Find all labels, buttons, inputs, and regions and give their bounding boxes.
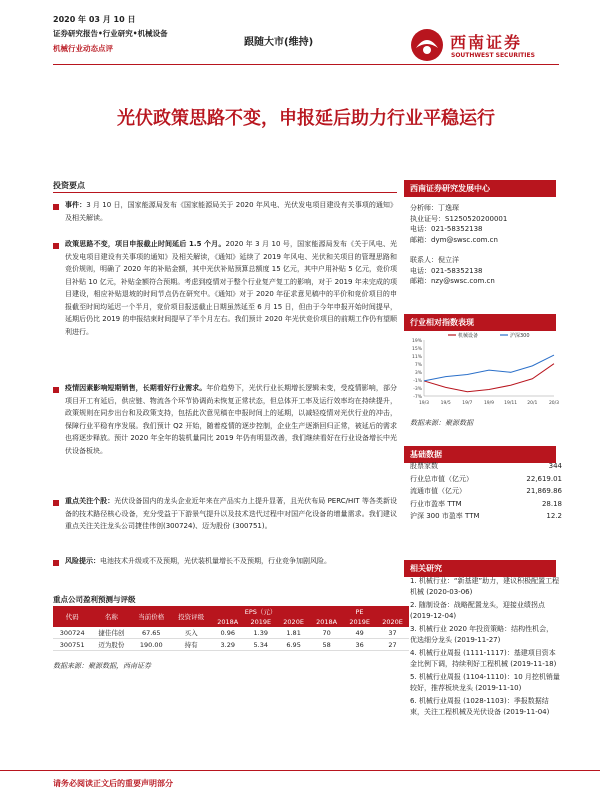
bullet-icon: [53, 243, 59, 249]
cell-eps: 3.29: [211, 639, 244, 651]
bullet-icon: [53, 387, 59, 393]
contact-name: 联系人：倪立洋: [410, 256, 459, 264]
cell-name: 捷佳伟创: [91, 627, 131, 639]
cell-pe: 36: [343, 639, 376, 651]
basic-table-wrap: [410, 460, 562, 523]
col-rating: 投资评级: [171, 606, 211, 627]
brand-logo: [410, 28, 444, 62]
cell-pe: 58: [310, 639, 343, 651]
related-item[interactable]: 5. 机械行业周报 (1104-1110)：10 月挖机销量较好，推荐板块龙头 (2019-11-10): [410, 673, 560, 692]
y-tick-label: -7%: [413, 395, 422, 400]
cell-pe: 70: [310, 627, 343, 639]
chart-heading: 行业相对指数表现: [404, 314, 556, 331]
x-tick-label: 19/5: [440, 401, 451, 406]
cell-pe: 37: [376, 627, 409, 639]
related-item[interactable]: 2. 随制设备：战略配置龙头，迎接业绩拐点 (2019-12-04): [410, 601, 545, 620]
cell-name: 迈为股份: [91, 639, 131, 651]
summary-paragraph-risk: [65, 555, 397, 568]
bullet-icon: [53, 560, 59, 566]
cell-pe: 49: [343, 627, 376, 639]
cell-price: 190.00: [131, 639, 171, 651]
legend-label: 机械设备: [458, 333, 479, 339]
contact-email[interactable]: 邮箱：nzy@swsc.com.cn: [410, 277, 495, 285]
x-tick-label: 20/1: [527, 401, 538, 406]
basic-value: 21,869.86: [526, 487, 562, 495]
paragraph-lead: 政策思路不变，项目申报截止时间延后 1.5 个月。: [65, 240, 226, 248]
x-tick-label: 19/3: [418, 401, 430, 406]
paragraph-lead: 事件：: [65, 201, 87, 209]
y-tick-label: 19%: [411, 339, 422, 344]
table-row: [53, 627, 409, 639]
cell-eps: 5.34: [244, 639, 277, 651]
summary-paragraph-event: [65, 199, 397, 224]
y-tick-label: 15%: [411, 347, 422, 352]
paragraph-body: 年价趋势下，光伏行业长期增长逻辑未变，受疫情影响，部分项目开工有延后，供应链、物流各个环节协调尚未恢复正常状态，但总体开工率及运行效率均在持续提升，政策规则在同步出台和及政策支持，包括此次意见稿在申报时间上的延期，以减轻疫情对光伏行业的冲击，保障行业平稳有序发展。我们预计 Q2 开始，随着疫情的逐步控制，企业生产逐渐回归正常，被延后的需求也将逐步释放。预计 2020 年全年的装机量同比 2019 年仍有明显改善，我们继续看好在行业设备增长中光伏设备板块。: [65, 384, 398, 455]
basic-value: 344: [548, 462, 562, 470]
analyst-email[interactable]: 邮箱：dym@swsc.com.cn: [410, 235, 498, 244]
basic-table: [410, 460, 562, 523]
summary-paragraph-stocks: [65, 495, 397, 533]
basic-key: 行业总市值（亿元）: [410, 474, 473, 483]
basic-key: 流通市值（亿元）: [410, 487, 466, 495]
cell-eps: 0.96: [211, 627, 244, 639]
basic-key: 沪深 300 市盈率 TTM: [410, 512, 480, 520]
basic-value: 12.2: [546, 512, 562, 520]
related-item[interactable]: 1. 机械行业：“新基建”助力，建议积极配置工程机械 (2020-03-06): [410, 577, 560, 596]
cell-rating: 持有: [171, 639, 211, 651]
col-year: 2018A: [310, 617, 343, 627]
basic-heading: 基础数据: [404, 446, 556, 463]
paragraph-body: 3 月 10 日，国家能源局发布《国家能源局关于 2020 年风电、光伏发电项目建设有关事项的通知》及相关解读。: [65, 201, 397, 222]
col-year: 2020E: [277, 617, 310, 627]
forecast-table: [53, 606, 409, 651]
y-tick-label: 7%: [414, 363, 422, 368]
related-heading: 相关研究: [404, 560, 556, 577]
paragraph-lead: 风险提示：: [65, 557, 100, 565]
report-category: 机械行业动态点评: [53, 44, 113, 53]
team-heading: 西南证券研究发展中心: [404, 180, 556, 197]
footer-divider: [0, 770, 600, 771]
col-eps: EPS（元）: [211, 606, 310, 617]
col-pe: PE: [310, 606, 409, 617]
y-tick-label: 3%: [414, 371, 422, 376]
basic-value: 22,619.01: [526, 474, 562, 483]
summary-paragraph-policy: [65, 238, 397, 338]
col-year: 2018A: [211, 617, 244, 627]
paragraph-body: 2020 年 3 月 10 号，国家能源局发布《关于风电、光伏发电项目建设有关事项的通知》及相关解读，《通知》延续了 2019 年风电、光伏和关项目的管理思路和竞价规则，明确了 2020 年的补贴金额，其中光伏补贴预算总额度 15 亿元，其中户用补贴 5 亿元，竞价项目补贴 10 亿元，补贴金额符合预期。考虑到疫情对于整个行业复产复工的影响，对于 2019 年未完成的项目建设，相应补贴退坡的时间节点仍在研究中。《通知》对于 2020 年征求意见稿中的平价和竞价项目的申报截至时间均延迟一个半月，竞价项目报送截止日期虽然延至 6 月 15 日，但由于今年申报开始时间提早，延期后仍比 2019 的申报结束时间提早了半个月左右。我们预计 2020 年光伏竞价项目的前期工作仍有望顺利进行。: [65, 240, 397, 336]
cell-eps: 6.95: [277, 639, 310, 651]
basic-key: 行业市盈率 TTM: [410, 499, 462, 508]
col-name: 名称: [91, 606, 131, 627]
x-tick-label: 20/3: [548, 401, 560, 406]
cell-code: 300751: [53, 639, 91, 651]
rating: 跟随大市(维持): [244, 37, 314, 48]
y-tick-label: -3%: [413, 387, 422, 392]
footer-disclaimer: 请务必阅读正文后的重要声明部分: [53, 779, 173, 788]
summary-paragraph-demand: [65, 382, 397, 457]
related-item[interactable]: 3. 机械行业 2020 年投资策略：结构性机会，优选细分龙头 (2019-11-27): [410, 625, 554, 644]
col-year: 2019E: [244, 617, 277, 627]
basic-key: 股票家数: [410, 462, 438, 470]
cell-rating: 买入: [171, 627, 211, 639]
brand-name: 西南证券: [450, 33, 523, 52]
table-row: [53, 639, 409, 651]
forecast-heading: 重点公司盈利预测与评级: [53, 595, 136, 604]
cell-pe: 27: [376, 639, 409, 651]
x-tick-label: 19/11: [504, 401, 518, 406]
header-divider: [53, 64, 559, 65]
col-price: 当前价格: [131, 606, 171, 627]
y-tick-label: 11%: [411, 355, 422, 360]
chart-source: 数据来源：聚源数据: [410, 419, 473, 427]
series-line: [424, 364, 554, 392]
cell-eps: 1.81: [277, 627, 310, 639]
paragraph-lead: 重点关注个股：: [65, 497, 115, 505]
table-row: [410, 473, 562, 486]
y-tick-label: -1%: [413, 379, 422, 384]
basic-value: 28.18: [541, 499, 562, 508]
table-row: [410, 510, 562, 523]
analyst-license: 执业证号：S1250520200001: [410, 214, 508, 223]
related-item[interactable]: 6. 机械行业周报 (1028-1103)：季报数据结束，关注工程机械及光伏设备 (2019-11-04): [410, 697, 550, 716]
col-code: 代码: [53, 606, 91, 627]
cell-code: 300724: [53, 627, 91, 639]
paragraph-body: 电池技术升级或不及预期，光伏装机量增长不及预期，行业竞争加剧风险。: [100, 557, 331, 565]
forecast-source: 数据来源：聚源数据，西南证券: [53, 662, 151, 670]
analyst-block: [410, 203, 560, 287]
related-item[interactable]: 4. 机械行业周报 (1111-1117)：基建项目资本金比例下调，持续利好工程机械 (2019-11-18): [410, 649, 557, 668]
summary-divider: [53, 192, 397, 193]
bullet-icon: [53, 500, 59, 506]
legend-label: 沪深300: [510, 333, 530, 339]
cell-price: 67.65: [131, 627, 171, 639]
bullet-icon: [53, 204, 59, 210]
cell-eps: 1.39: [244, 627, 277, 639]
x-tick-label: 19/7: [462, 401, 473, 406]
index-chart: [404, 330, 560, 416]
table-row: [410, 485, 562, 498]
paragraph-lead: 疫情因素影响短期销售，长期看好行业需求。: [65, 384, 207, 392]
contact-phone: 电话：021-58352138: [410, 266, 483, 275]
brand-name-en: SOUTHWEST SECURITIES: [451, 52, 535, 59]
x-tick-label: 19/9: [483, 401, 495, 406]
col-year: 2020E: [376, 617, 409, 627]
summary-heading: 投资要点: [53, 181, 85, 190]
report-type: 证券研究报告•行业研究•机械设备: [53, 29, 168, 38]
table-row: [410, 460, 562, 473]
table-row: [410, 498, 562, 511]
analyst-phone: 电话：021-58352138: [410, 225, 483, 233]
forecast-table-wrap: [53, 606, 409, 651]
page-title: 光伏政策思路不变，申报延后助力行业平稳运行: [117, 108, 495, 129]
report-date: 2020 年 03 月 10 日: [53, 15, 136, 24]
analyst-name: 分析师：丁逸琛: [410, 204, 459, 212]
paragraph-body: 光伏设备国内的龙头企业近年来在产品实力上提升显著，且光伏布局 PERC/HIT 等各类新设备的技术路径核心设备，充分受益于下游景气提升以及技术迭代过程中对国产化设备的增量需求。我们建议重点关注关注龙头公司捷佳伟创(300724)、迈为股份 (300751)。: [65, 497, 397, 530]
col-year: 2019E: [343, 617, 376, 627]
related-list: [410, 576, 560, 720]
